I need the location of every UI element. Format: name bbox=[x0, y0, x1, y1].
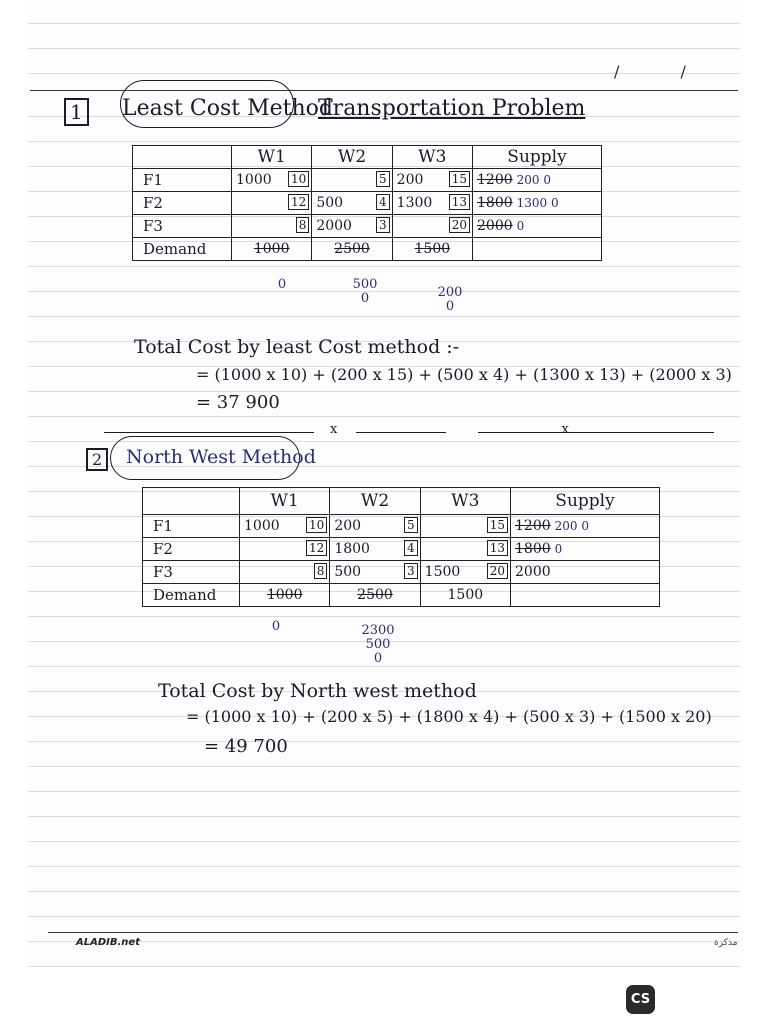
allocation-cell bbox=[232, 169, 312, 192]
unit-cost: 3 bbox=[404, 563, 418, 579]
unit-cost: 10 bbox=[306, 517, 327, 533]
supply-value: 1200 bbox=[477, 172, 513, 188]
supply-remaining: 0 bbox=[554, 542, 563, 556]
allocation-cell bbox=[312, 169, 392, 192]
unit-cost: 13 bbox=[449, 194, 470, 210]
supply-value: 1800 bbox=[515, 541, 551, 557]
row-label: F2 bbox=[133, 192, 232, 215]
allocation-value: 1000 bbox=[244, 518, 280, 534]
unit-cost: 5 bbox=[376, 171, 390, 187]
allocation-value: 1300 bbox=[396, 195, 433, 211]
supply-remaining: 200 0 bbox=[516, 173, 551, 187]
allocation-cell bbox=[240, 515, 330, 538]
allocation-cell bbox=[420, 538, 510, 561]
brand-logo: ALADIB.net bbox=[76, 937, 140, 948]
table-row bbox=[143, 538, 660, 561]
demand-w2: 2500 bbox=[330, 584, 420, 607]
demand-w3: 1500 bbox=[392, 238, 472, 261]
allocation-cell bbox=[420, 515, 510, 538]
divider-line-left bbox=[104, 432, 314, 433]
unit-cost: 4 bbox=[404, 540, 418, 556]
table-row bbox=[143, 515, 660, 538]
allocation-cell bbox=[232, 192, 312, 215]
divider-line-middle bbox=[356, 432, 446, 433]
supply-cell bbox=[473, 169, 602, 192]
unit-cost: 4 bbox=[376, 194, 390, 210]
col-header-w3: W3 bbox=[392, 146, 472, 169]
section-1-title: Least Cost Method bbox=[122, 96, 333, 121]
section-1-result: = 37 900 bbox=[196, 392, 280, 413]
col-header-supply: Supply bbox=[473, 146, 602, 169]
allocation-cell bbox=[330, 561, 420, 584]
allocation-value: 500 bbox=[316, 195, 344, 211]
table-row bbox=[133, 215, 602, 238]
col-header-w2: W2 bbox=[330, 488, 420, 515]
section-1-subtitle: Transportation Problem bbox=[318, 96, 586, 121]
allocation-value: 1500 bbox=[424, 564, 461, 580]
row-label: F3 bbox=[143, 561, 240, 584]
allocation-value: 200 bbox=[396, 172, 424, 188]
row-label: F1 bbox=[143, 515, 240, 538]
unit-cost: 3 bbox=[376, 217, 390, 233]
allocation-cell bbox=[240, 538, 330, 561]
unit-cost: 10 bbox=[288, 171, 309, 187]
allocation-cell bbox=[392, 215, 472, 238]
date-marks: / / bbox=[614, 62, 714, 81]
corner-cell bbox=[133, 146, 232, 169]
table-row bbox=[133, 169, 602, 192]
col-header-w2: W2 bbox=[312, 146, 392, 169]
allocation-cell bbox=[392, 192, 472, 215]
demand-row bbox=[143, 584, 660, 607]
north-west-table bbox=[142, 487, 660, 607]
unit-cost: 8 bbox=[296, 217, 310, 233]
demand-w2: 2500 bbox=[312, 238, 392, 261]
unit-cost: 20 bbox=[487, 563, 508, 579]
supply-cell bbox=[473, 192, 602, 215]
unit-cost: 12 bbox=[306, 540, 327, 556]
allocation-cell bbox=[240, 561, 330, 584]
supply-value: 1200 bbox=[515, 518, 551, 534]
col-header-w1: W1 bbox=[240, 488, 330, 515]
allocation-value: 1000 bbox=[236, 172, 272, 188]
demand-empty bbox=[511, 584, 660, 607]
unit-cost: 15 bbox=[449, 171, 470, 187]
section-1-total-label: Total Cost by least Cost method :- bbox=[134, 336, 460, 358]
demand-label: Demand bbox=[133, 238, 232, 261]
allocation-cell bbox=[330, 515, 420, 538]
supply-value: 2000 bbox=[477, 218, 513, 234]
allocation-cell bbox=[330, 538, 420, 561]
page-mark: مذكرة bbox=[714, 938, 738, 948]
supply-remaining: 200 0 bbox=[554, 519, 589, 533]
row-label: F1 bbox=[133, 169, 232, 192]
unit-cost: 12 bbox=[288, 194, 309, 210]
supply-cell bbox=[511, 561, 660, 584]
supply-cell bbox=[473, 215, 602, 238]
demand-row bbox=[133, 238, 602, 261]
divider-marks: x x bbox=[330, 422, 679, 437]
row-label: F3 bbox=[133, 215, 232, 238]
unit-cost: 20 bbox=[449, 217, 470, 233]
unit-cost: 5 bbox=[404, 517, 418, 533]
divider-line-right bbox=[478, 432, 714, 433]
corner-cell bbox=[143, 488, 240, 515]
unit-cost: 8 bbox=[314, 563, 328, 579]
col-header-w1: W1 bbox=[232, 146, 312, 169]
demand-empty bbox=[473, 238, 602, 261]
allocation-value: 500 bbox=[334, 564, 362, 580]
allocation-value: 2000 bbox=[316, 218, 352, 234]
allocation-value: 1800 bbox=[334, 541, 370, 557]
allocation-cell bbox=[420, 561, 510, 584]
supply-cell bbox=[511, 515, 660, 538]
row-label: F2 bbox=[143, 538, 240, 561]
section-2-result: = 49 700 bbox=[204, 736, 288, 757]
section-2-expression: = (1000 x 10) + (200 x 5) + (1800 x 4) + (500 x 3) + (1500 x 20) bbox=[186, 707, 712, 726]
section-2-title: North West Method bbox=[126, 446, 316, 468]
scanner-badge-icon: CS bbox=[626, 985, 655, 1014]
demand-w3: 1500 bbox=[420, 584, 510, 607]
demand-remaining-w1: 0 bbox=[271, 619, 281, 634]
supply-cell bbox=[511, 538, 660, 561]
supply-remaining: 0 bbox=[516, 219, 525, 233]
unit-cost: 13 bbox=[487, 540, 508, 556]
unit-cost: 15 bbox=[487, 517, 508, 533]
least-cost-table bbox=[132, 145, 602, 261]
demand-remaining-w1: 0 bbox=[277, 277, 287, 292]
allocation-value: 200 bbox=[334, 518, 362, 534]
allocation-cell bbox=[232, 215, 312, 238]
supply-value: 2000 bbox=[515, 564, 551, 580]
table-row bbox=[133, 192, 602, 215]
section-1-number: 1 bbox=[64, 98, 89, 126]
demand-w1: 1000 bbox=[232, 238, 312, 261]
col-header-w3: W3 bbox=[420, 488, 510, 515]
section-2-number: 2 bbox=[86, 448, 108, 471]
section-1-expression: = (1000 x 10) + (200 x 15) + (500 x 4) + (1300 x 13) + (2000 x 3) bbox=[196, 365, 732, 384]
supply-value: 1800 bbox=[477, 195, 513, 211]
demand-w1: 1000 bbox=[240, 584, 330, 607]
demand-label: Demand bbox=[143, 584, 240, 607]
table-row bbox=[143, 561, 660, 584]
section-2-total-label: Total Cost by North west method bbox=[158, 680, 477, 702]
allocation-cell bbox=[312, 192, 392, 215]
demand-remaining-w2: 2300 500 0 bbox=[361, 623, 395, 666]
allocation-cell bbox=[392, 169, 472, 192]
demand-remaining-w2: 500 0 bbox=[352, 277, 378, 306]
page-bottom-rule bbox=[48, 932, 738, 933]
col-header-supply: Supply bbox=[511, 488, 660, 515]
supply-remaining: 1300 0 bbox=[516, 196, 559, 210]
demand-remaining-w3: 200 0 bbox=[437, 285, 463, 314]
allocation-cell bbox=[312, 215, 392, 238]
